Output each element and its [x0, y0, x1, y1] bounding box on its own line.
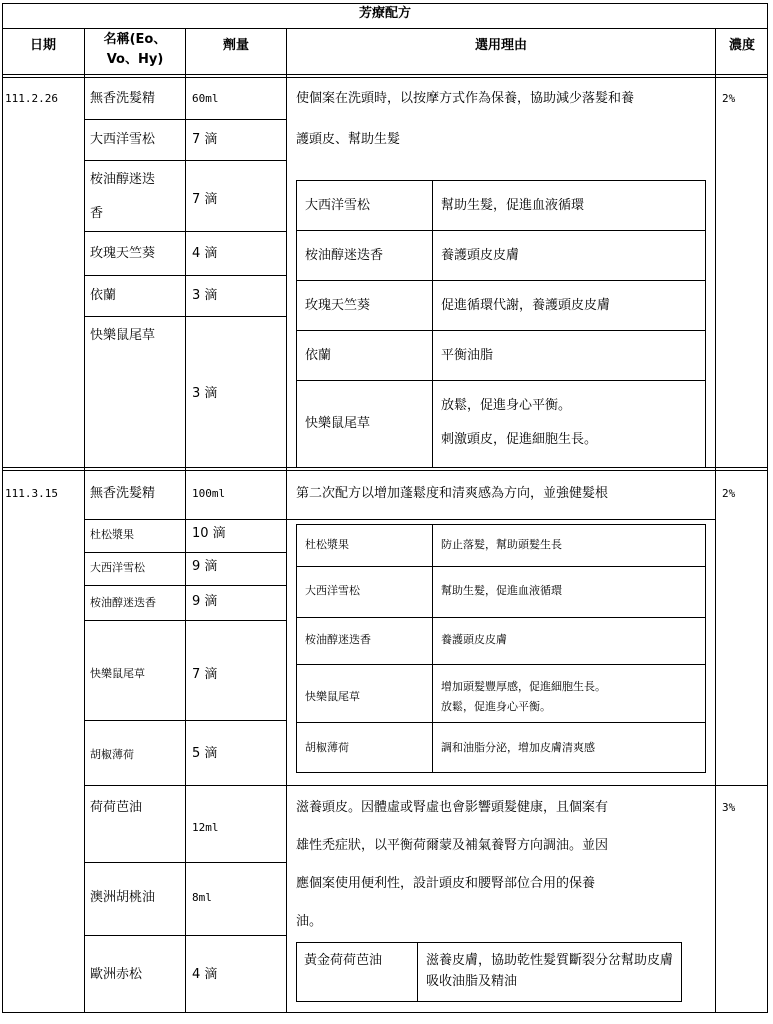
s3-name: 荷荷芭油	[90, 800, 143, 815]
s3-reason-line: 雄性禿症狀，以平衡荷爾蒙及補氣養腎方向調油。並因	[296, 838, 609, 853]
header-concentration: 濃度	[728, 38, 755, 53]
s1-dose: 4 滴	[192, 246, 218, 261]
s2-dose: 9 滴	[192, 594, 218, 609]
header-dose: 劑量	[222, 38, 249, 53]
s2-reason: 第二次配方以增加蓬鬆度和清爽感為方向，並強健髮根	[296, 486, 609, 501]
s2-name: 無香洗髮精	[90, 486, 156, 501]
s1-dose: 7 滴	[192, 132, 218, 147]
s1-name: 大西洋雪松	[90, 132, 156, 147]
s2-dose: 7 滴	[192, 667, 218, 682]
s1-name: 快樂鼠尾草	[90, 328, 156, 343]
s1-dose: 3 滴	[192, 386, 218, 401]
s2-inner-key: 桉油醇迷迭香	[305, 633, 371, 646]
s1-name: 無香洗髮精	[90, 91, 156, 106]
s3-name: 澳洲胡桃油	[90, 890, 156, 905]
s1-inner-key: 桉油醇迷迭香	[305, 248, 384, 263]
s2-name: 胡椒薄荷	[90, 748, 134, 761]
s2-date: 111.3.15	[5, 487, 58, 500]
s1-inner-value: 平衡油脂	[441, 348, 494, 363]
s1-inner-key: 快樂鼠尾草	[305, 416, 371, 431]
s1-inner-key: 玫瑰天竺葵	[305, 298, 371, 313]
s3-inner-value: 滋養皮膚，協助乾性髮質斷裂分岔幫助皮膚吸收油脂及精油	[426, 953, 674, 989]
s1-date: 111.2.26	[5, 92, 58, 105]
s3-reason-line: 油。	[296, 914, 323, 929]
s1-reason-line: 護頭皮、幫助生髮	[296, 132, 401, 147]
s3-dose: 12ml	[192, 821, 219, 834]
header-name: 名稱(Eo、 Vo、Hy)	[103, 32, 167, 67]
s1-name: 依蘭	[90, 288, 117, 303]
s2-dose: 10 滴	[192, 526, 226, 541]
s2-inner-value: 養護頭皮皮膚	[441, 633, 507, 646]
s1-inner-value-cont: 刺激頭皮，促進細胞生長。	[441, 432, 598, 447]
s2-inner-value: 防止落髮，幫助頭髮生長	[441, 538, 562, 551]
s2-dose: 100ml	[192, 487, 226, 500]
s2-inner-key: 杜松漿果	[305, 538, 349, 551]
s2-name: 杜松漿果	[90, 528, 134, 541]
s1-dose: 7 滴	[192, 192, 218, 207]
s2-inner-key: 大西洋雪松	[305, 584, 360, 597]
s2-name: 大西洋雪松	[90, 561, 145, 574]
s3-dose: 4 滴	[192, 967, 218, 982]
s1-name-cont: 香	[90, 206, 104, 221]
s2-inner-value: 增加頭髮豐厚感，促進細胞生長。	[441, 680, 606, 693]
s1-dose: 3 滴	[192, 288, 218, 303]
s1-concentration: 2%	[722, 92, 736, 105]
s2-inner-key: 胡椒薄荷	[305, 741, 349, 754]
s2-name: 桉油醇迷迭香	[90, 596, 156, 609]
s3-inner-key: 黃金荷荷芭油	[304, 953, 383, 968]
table-title: 芳療配方	[358, 6, 411, 21]
s1-reason-line: 使個案在洗頭時，以按摩方式作為保養，協助減少落髮和養	[296, 91, 635, 106]
header-reason: 選用理由	[474, 38, 527, 53]
s1-inner-value: 促進循環代謝，養護頭皮皮膚	[441, 298, 611, 313]
s3-name: 歐洲赤松	[90, 967, 143, 982]
s1-inner-key: 依蘭	[305, 348, 332, 363]
s1-inner-key: 大西洋雪松	[305, 198, 371, 213]
s2-dose: 9 滴	[192, 559, 218, 574]
s1-name: 玫瑰天竺葵	[90, 246, 156, 261]
s2-dose: 5 滴	[192, 746, 218, 761]
s2-name: 快樂鼠尾草	[90, 667, 145, 680]
s2-inner-value: 調和油脂分泌，增加皮膚清爽感	[441, 741, 595, 754]
header-date: 日期	[29, 38, 56, 53]
s3-reason-line: 滋養頭皮。因體虛或腎虛也會影響頭髮健康，且個案有	[296, 800, 609, 815]
s3-concentration: 3%	[722, 801, 736, 814]
s3-dose: 8ml	[192, 891, 212, 904]
s2-inner-value-cont: 放鬆，促進身心平衡。	[441, 700, 551, 713]
s2-concentration: 2%	[722, 487, 736, 500]
s2-inner-value: 幫助生髮，促進血液循環	[441, 584, 562, 597]
s3-reason-line: 應個案使用便利性，設計頭皮和腰腎部位合用的保養	[296, 876, 596, 891]
s2-inner-key: 快樂鼠尾草	[305, 690, 360, 703]
s1-name: 桉油醇迷迭	[90, 172, 156, 187]
s1-inner-value: 幫助生髮，促進血液循環	[441, 198, 585, 213]
s1-inner-value: 放鬆，促進身心平衡。	[441, 398, 572, 413]
s1-inner-value: 養護頭皮皮膚	[441, 248, 520, 263]
s1-dose: 60ml	[192, 92, 219, 105]
